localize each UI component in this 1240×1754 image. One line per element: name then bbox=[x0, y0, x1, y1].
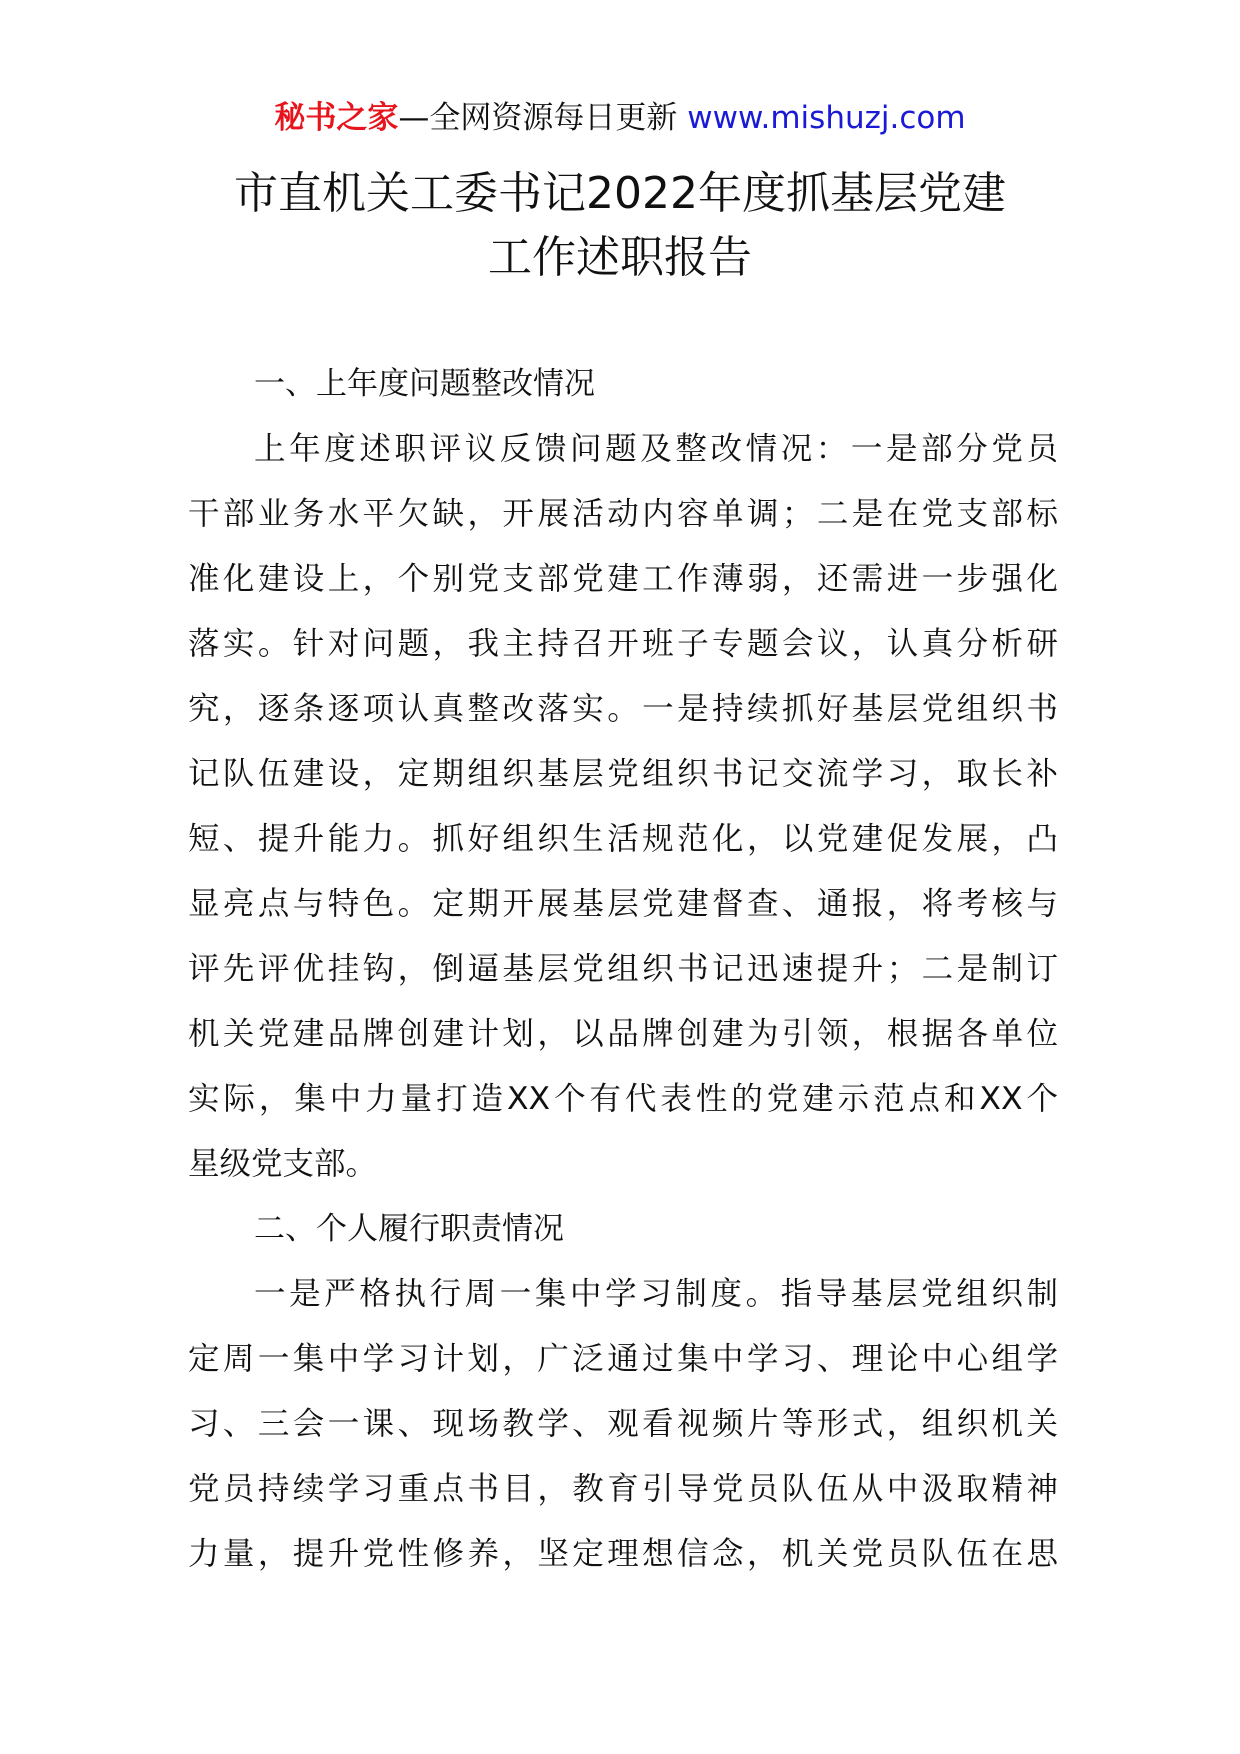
paragraph-line: 上年度述职评议反馈问题及整改情况：一是部分党员 bbox=[254, 431, 1058, 467]
paragraph-line: 短、提升能力。抓好组织生活规范化，以党建促发展，凸 bbox=[188, 821, 1058, 857]
paragraph-line: 实际，集中力量打造XX个有代表性的党建示范点和XX个 bbox=[188, 1081, 1058, 1117]
paragraph-line: 落实。针对问题，我主持召开班子专题会议，认真分析研 bbox=[188, 626, 1058, 662]
paragraph-line: 党员持续学习重点书目，教育引导党员队伍从中汲取精神 bbox=[188, 1471, 1058, 1507]
document-title bbox=[150, 162, 1090, 290]
paragraph-line: 星级党支部。 bbox=[188, 1146, 378, 1182]
section-2-paragraph bbox=[188, 1262, 1058, 1587]
paragraph-line: 究，逐条逐项认真整改落实。一是持续抓好基层党组织书 bbox=[188, 691, 1058, 727]
section-heading-1: 一、上年度问题整改情况 bbox=[254, 366, 595, 402]
banner-tagline: —全网资源每日更新 bbox=[398, 100, 678, 136]
paragraph-line: 一是严格执行周一集中学习制度。指导基层党组织制 bbox=[254, 1276, 1058, 1312]
brand-name: 秘书之家 bbox=[274, 100, 399, 136]
paragraph-line: 记队伍建设，定期组织基层党组织书记交流学习，取长补 bbox=[188, 756, 1058, 792]
paragraph-line: 评先评优挂钩，倒逼基层党组织书记迅速提升；二是制订 bbox=[188, 951, 1058, 987]
paragraph-line: 定周一集中学习计划，广泛通过集中学习、理论中心组学 bbox=[188, 1341, 1058, 1377]
paragraph-line: 力量，提升党性修养，坚定理想信念，机关党员队伍在思 bbox=[188, 1536, 1058, 1572]
section-1-paragraph bbox=[188, 417, 1058, 1197]
title-line-1: 市直机关工委书记2022年度抓基层党建 bbox=[234, 168, 1006, 219]
title-line-2: 工作述职报告 bbox=[488, 232, 752, 283]
section-heading-2: 二、个人履行职责情况 bbox=[254, 1211, 564, 1247]
paragraph-line: 显亮点与特色。定期开展基层党建督查、通报，将考核与 bbox=[188, 886, 1058, 922]
paragraph-line: 干部业务水平欠缺，开展活动内容单调；二是在党支部标 bbox=[188, 496, 1058, 532]
paragraph-line: 习、三会一课、现场教学、观看视频片等形式，组织机关 bbox=[188, 1406, 1058, 1442]
site-banner bbox=[0, 96, 1240, 140]
paragraph-line: 准化建设上，个别党支部党建工作薄弱，还需进一步强化 bbox=[188, 561, 1058, 597]
document-body bbox=[188, 352, 1058, 1587]
paragraph-line: 机关党建品牌创建计划，以品牌创建为引领，根据各单位 bbox=[188, 1016, 1058, 1052]
site-url-link[interactable]: www.mishuzj.com bbox=[687, 100, 966, 136]
